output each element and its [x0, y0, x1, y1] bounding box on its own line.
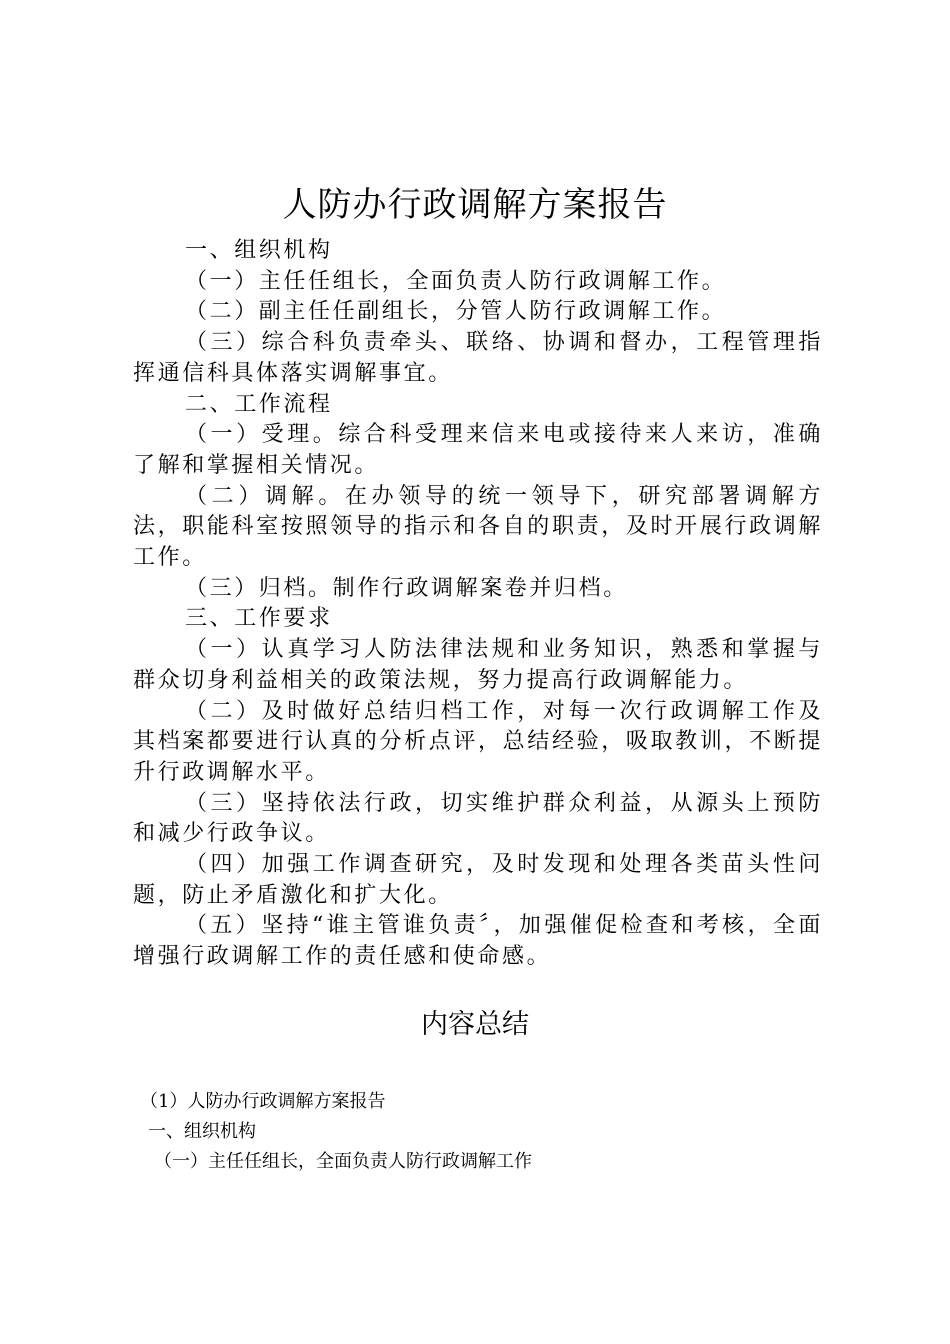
section-heading-organization: 一、组织机构 [185, 238, 333, 263]
paragraph: （一）主任任组长，全面负责人防行政调解工作。 [185, 268, 727, 294]
document-title: 人防办行政调解方案报告 [282, 185, 668, 225]
summary-item: （一）主任任组长，全面负责人防行政调解工作 [154, 1151, 532, 1172]
summary-title: 内容总结 [421, 1009, 529, 1040]
paragraph: （二）调解。在办领导的统一领导下，研究部署调解方法，职能科室按照领导的指示和各自的职责，及时开展行政调解工作。 [133, 483, 823, 571]
paragraph: （三）综合科负责牵头、联络、协调和督办，工程管理指挥通信科具体落实调解事宜。 [133, 330, 823, 386]
paragraph: （三）归档。制作行政调解案卷并归档。 [185, 575, 628, 601]
paragraph: （三）坚持依法行政，切实维护群众利益，从源头上预防和减少行政争议。 [133, 790, 823, 847]
summary-item: 一、组织机构 [148, 1121, 256, 1142]
summary-item: （1）人防办行政调解方案报告 [140, 1091, 386, 1112]
paragraph: （一）受理。综合科受理来信来电或接待来人来访，准确了解和掌握相关情况。 [133, 422, 823, 478]
paragraph: （一）认真学习人防法律法规和业务知识，熟悉和掌握与群众切身利益相关的政策法规，努力提高行政调解能力。 [133, 637, 823, 693]
section-heading-workflow: 二、工作流程 [185, 391, 333, 417]
paragraph: （二）及时做好总结归档工作，对每一次行政调解工作及其档案都要进行认真的分析点评，总结经验，吸取教训，不断提升行政调解水平。 [133, 698, 823, 785]
paragraph: （四）加强工作调查研究，及时发现和处理各类苗头性问题，防止矛盾激化和扩大化。 [133, 852, 823, 908]
document-body [133, 236, 823, 973]
paragraph: （二）副主任任副组长，分管人防行政调解工作。 [185, 299, 727, 325]
paragraph: （五）坚持“谁主管谁负责〞，加强催促检查和考核，全面增强行政调解工作的责任感和使命感。 [133, 913, 823, 970]
section-heading-requirements: 三、工作要求 [185, 606, 333, 632]
summary-list [140, 1087, 840, 1177]
